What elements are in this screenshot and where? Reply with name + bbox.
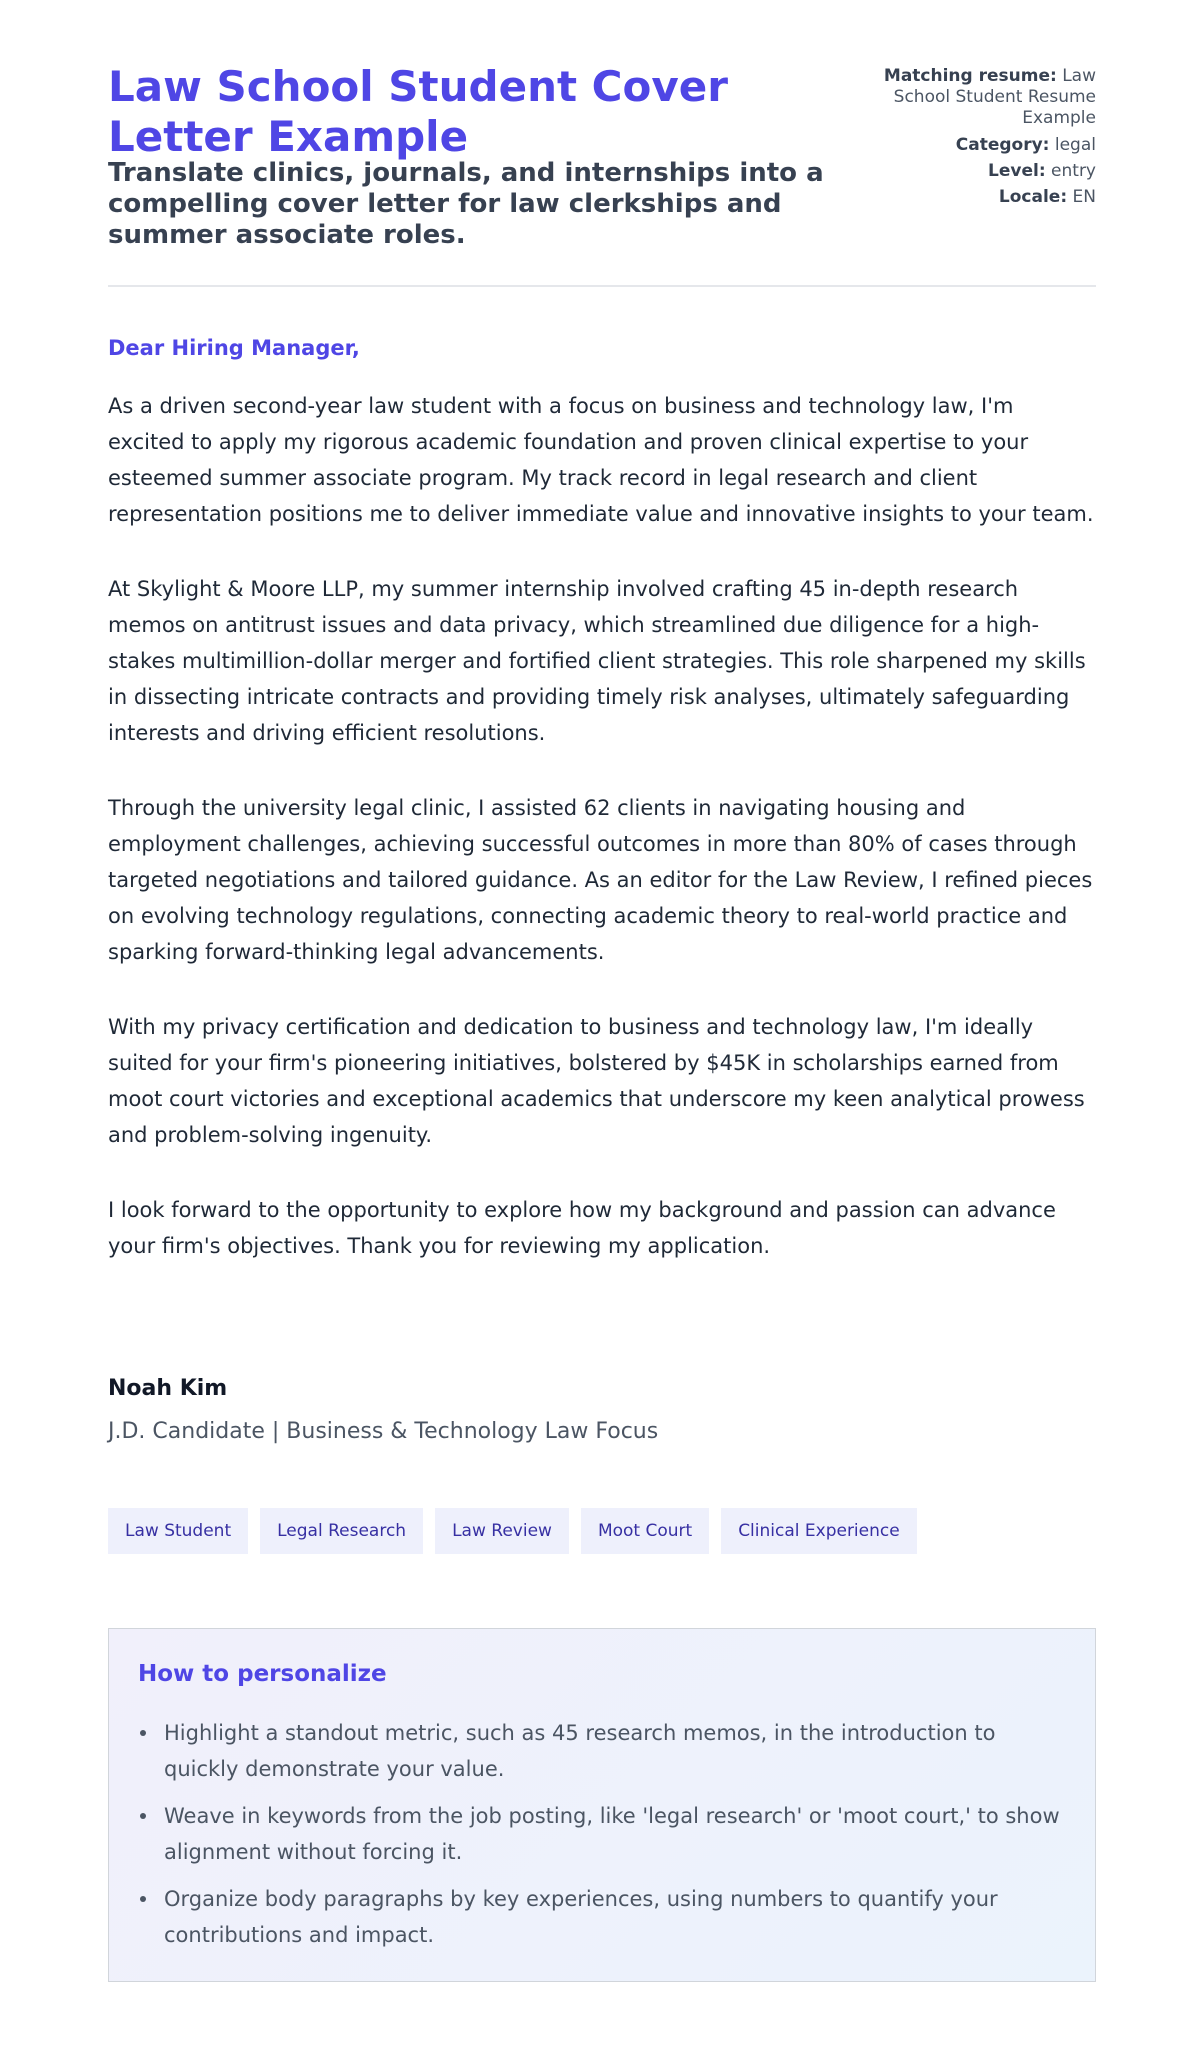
page-title: Law School Student Cover Letter Example [108, 62, 728, 161]
personalize-tips-box [108, 1628, 1096, 1982]
letter-paragraph: At Skylight & Moore LLP, my summer internship involved crafting 45 in-depth research memos on antitrust issues and data privacy, which streamlined due diligence for a high-stakes multimillion-dollar merger and fortified client strategies. This role sharpened my skills in dissecting intricate contracts and providing timely risk analyses, ultimately safeguarding interests and driving efficient resolutions. [108, 577, 1086, 745]
tip-text: Organize body paragraphs by key experiences, using numbers to quantify your contributions and impact. [164, 1887, 998, 1947]
bullet-icon [140, 1813, 146, 1819]
tip-text: Weave in keywords from the job posting, like 'legal research' or 'moot court,' to show alignment without forcing it. [164, 1804, 1060, 1864]
signature-name: Noah Kim [108, 1376, 228, 1401]
content [108, 0, 1096, 1947]
meta-level-value: entry [1051, 161, 1096, 181]
signature-title: J.D. Candidate | Business & Technology Law Focus [108, 1419, 659, 1444]
meta-matching-resume-value: Law School Student Resume Example [893, 66, 1096, 128]
tag-law-review[interactable]: Law Review [435, 1508, 569, 1554]
tag-law-student[interactable]: Law Student [108, 1508, 248, 1554]
letter-paragraph: I look forward to the opportunity to explore how my background and passion can advance your firm's objectives. Thank you for reviewing my application. [108, 1198, 1056, 1258]
meta-matching-resume [864, 66, 1096, 129]
tag-moot-court[interactable]: Moot Court [581, 1508, 709, 1554]
meta-category-value: legal [1054, 135, 1096, 155]
letter-body [108, 388, 1096, 1303]
meta-matching-resume-label: Matching resume: [883, 66, 1057, 86]
meta-locale-label: Locale: [998, 187, 1068, 207]
bullet-icon [140, 1730, 146, 1736]
letter-salutation: Dear Hiring Manager, [108, 336, 360, 360]
tag-legal-research[interactable]: Legal Research [260, 1508, 423, 1554]
tip-item [164, 1715, 1064, 1787]
meta-locale-value: EN [1072, 187, 1096, 207]
meta-category [864, 135, 1096, 156]
tip-text: Highlight a standout metric, such as 45 research memos, in the introduction to quickly demonstrate your value. [164, 1721, 996, 1781]
meta-level-label: Level: [988, 161, 1046, 181]
tips-title: How to personalize [138, 1661, 387, 1687]
page-subtitle: Translate clinics, journals, and internships into a compelling cover letter for law clerkships and summer associate roles. [108, 158, 824, 250]
meta-panel [864, 66, 1096, 213]
tag-clinical-experience[interactable]: Clinical Experience [721, 1508, 917, 1554]
meta-level [864, 161, 1096, 182]
tag-list [108, 1508, 917, 1554]
letter-paragraph: Through the university legal clinic, I assisted 62 clients in navigating housing and employment challenges, achieving successful outcomes in more than 80% of cases through targeted negotiations and tailored guidance. As an editor for the Law Review, I refined pieces on evolving technology regulations, connecting academic theory to real-world practice and sparking forward-thinking legal advancements. [108, 796, 1093, 964]
tip-item [164, 1881, 1064, 1953]
tips-list [138, 1715, 1064, 1964]
tip-item [164, 1798, 1064, 1870]
letter-paragraph: With my privacy certification and dedication to business and technology law, I'm ideally suited for your firm's pioneering initiatives, bolstered by $45K in scholarships earned from moot court victories and exceptional academics that underscore my keen analytical prowess and problem-solving ingenuity. [108, 1015, 1085, 1147]
bullet-icon [140, 1896, 146, 1902]
meta-category-label: Category: [955, 135, 1050, 155]
letter-paragraph: As a driven second-year law student with a focus on business and technology law, I'm excited to apply my rigorous academic foundation and proven clinical expertise to your esteemed summer associate program. My track record in legal research and client representation positions me to deliver immediate value and innovative insights to your team. [108, 394, 1094, 526]
page-header [108, 0, 1096, 287]
meta-locale [864, 187, 1096, 208]
